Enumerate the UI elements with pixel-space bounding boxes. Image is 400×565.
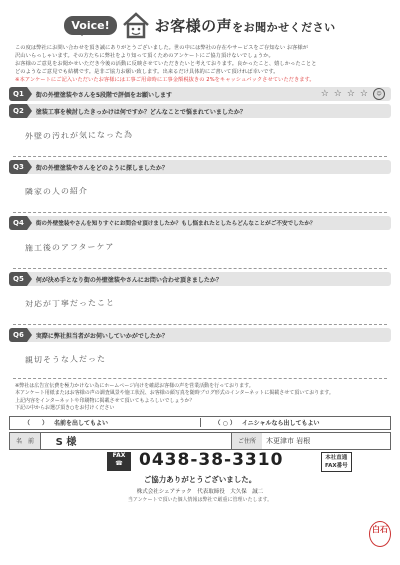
handwritten-answer: 施工後のアフターケア xyxy=(24,242,115,253)
question-bar xyxy=(9,272,391,286)
intro-line: お客様のご意見をお聞かせいただき今後の活動に反映させていただきたいと考えております。良かったこと、嬉しかったことと xyxy=(15,61,317,67)
question-text: 実際に弊社担当者がお伺いしていかがでしたか？ xyxy=(35,332,168,340)
question-bar xyxy=(9,104,391,118)
title-main: お客様の声 xyxy=(154,16,233,35)
intro-line: 沢山いらっしゃいます。その方たちに弊社をより知って頂くためのアンケートにご協力頂けないでしょうか。 xyxy=(15,53,274,59)
stamp-text: 白石 xyxy=(372,524,388,534)
answer-area[interactable] xyxy=(13,286,387,325)
staff-seal-stamp xyxy=(369,521,391,547)
handwritten-answer: 対応が丁寧だったこと xyxy=(24,298,116,309)
question-number: Q6 xyxy=(9,328,27,342)
question-text: 街の外壁塗装やさんをどのように探しましたか？ xyxy=(35,164,168,172)
question-5 xyxy=(9,272,391,325)
answer-area[interactable] xyxy=(13,230,387,269)
note-line: ※弊社は広告宣伝費を極力かけない為にホームページ向けを確認お客様の声を営業活動を行っております。 xyxy=(15,383,254,389)
thanks-message: ご協力ありがとうございました。 xyxy=(143,474,257,484)
handwritten-answer: 隣家の人の紹介 xyxy=(24,186,89,197)
intro-text xyxy=(15,44,385,84)
consent-option-name[interactable] xyxy=(10,418,200,427)
question-number: Q1 xyxy=(9,87,27,101)
question-text: 塗装工事を検討したきっかけは何ですか？どんなことで悩まれていましたか？ xyxy=(35,108,246,116)
house-icon xyxy=(121,11,151,39)
answer-area[interactable] xyxy=(13,342,387,379)
rating-stars[interactable] xyxy=(321,87,385,101)
star-icon[interactable]: ☆ xyxy=(359,89,368,99)
note-line: 本アンケート用紙またはお客様の声の調査風景や施工状況、お客様の顔写真を随時ブログ形式のインターネットに掲載させて頂いております。 xyxy=(15,390,334,397)
page-title xyxy=(155,15,336,36)
fax-icon-label: FAX xyxy=(112,451,126,459)
question-2 xyxy=(9,104,391,157)
handwritten-answer: 親切そうな人だった xyxy=(24,354,107,365)
consent-label: 名前を出してもよい xyxy=(54,420,109,428)
star-icon[interactable]: ☆ xyxy=(333,89,342,99)
consent-mark[interactable]: （ ○ ） xyxy=(214,420,236,428)
answer-area[interactable] xyxy=(13,174,387,213)
question-bar xyxy=(9,328,391,342)
consent-label: イニシャルなら出してもよい xyxy=(241,420,320,428)
name-address-row xyxy=(9,432,391,450)
note-line: 上記内容をインターネットや印刷物に掲載させて頂いてもよろしいでしょうか？ xyxy=(15,397,195,404)
note-line: 下記の中からお選び頂き○をお付けください xyxy=(15,405,115,412)
consent-mark[interactable]: （ ） xyxy=(24,420,49,428)
address-label: ご住所 xyxy=(231,433,262,449)
question-6 xyxy=(9,328,391,379)
question-4 xyxy=(9,216,391,269)
question-bar xyxy=(9,216,391,230)
question-number: Q3 xyxy=(9,160,27,174)
question-text: 街の外壁塗装やさんを5段階で評価をお願いします xyxy=(35,91,173,99)
fax-direct-badge: 本社直通 FAX番号 xyxy=(321,452,352,472)
address-value[interactable]: 木更津市 岩根 xyxy=(266,436,311,445)
intro-line: どのようなご意見でも結構です。是非ご協力お願い致します。出来るだけ具体的にご書いて頂ければ幸いです。 xyxy=(15,69,279,75)
question-bar xyxy=(9,160,391,174)
question-bar xyxy=(9,87,391,101)
name-label: 名 前 xyxy=(10,433,41,449)
question-text: 街の外壁塗装やさんを知りすぐにお問合せ頂けましたか？もし悩まれたとしたらどんなことがご不安でしたか？ xyxy=(35,221,316,227)
question-text: 何が決め手となり街の外壁塗装やさんにお問い合わせ頂きましたか？ xyxy=(35,276,222,284)
smiley-face-icon[interactable]: ☺ xyxy=(373,88,385,100)
handwritten-answer: 外壁の汚れが気になった為 xyxy=(24,130,134,141)
voice-badge: Voice! xyxy=(64,16,116,35)
fax-number: 0438-38-3310 xyxy=(139,449,284,470)
star-icon[interactable]: ☆ xyxy=(346,89,355,99)
question-number: Q5 xyxy=(9,272,27,286)
consent-option-initial[interactable] xyxy=(200,418,391,427)
cashback-note: ※本アンケートにご記入いただいたお客様には工事ご用命時に工事金額税抜きの 2%をキャッシュバックさせていただきます。 xyxy=(15,77,315,83)
publication-notes xyxy=(15,383,385,413)
star-icon[interactable]: ☆ xyxy=(320,89,329,99)
question-3 xyxy=(9,160,391,213)
question-number: Q2 xyxy=(9,104,27,118)
header xyxy=(7,8,393,42)
fax-row xyxy=(9,450,391,472)
answer-area[interactable] xyxy=(13,118,387,157)
question-number: Q4 xyxy=(9,216,27,230)
consent-options xyxy=(9,416,391,430)
spacer xyxy=(91,433,231,449)
name-value[interactable]: S 様 xyxy=(55,437,77,449)
privacy-note: 当アンケートで頂いた個人情報は弊社で厳重に管理いたします。 xyxy=(127,496,273,503)
question-1 xyxy=(9,87,391,101)
fax-icon: FAX ☎ xyxy=(107,452,131,471)
company-name: 株式会社シェアテック 代表取締役 大久保 誠二 xyxy=(136,488,264,495)
intro-line: この度は弊社にお問い合わせを頂き誠にありがとうございました。世の中には弊社の存在やサービスをご存知ない お客様が xyxy=(15,45,309,51)
title-sub: をお聞かせください xyxy=(232,20,336,34)
